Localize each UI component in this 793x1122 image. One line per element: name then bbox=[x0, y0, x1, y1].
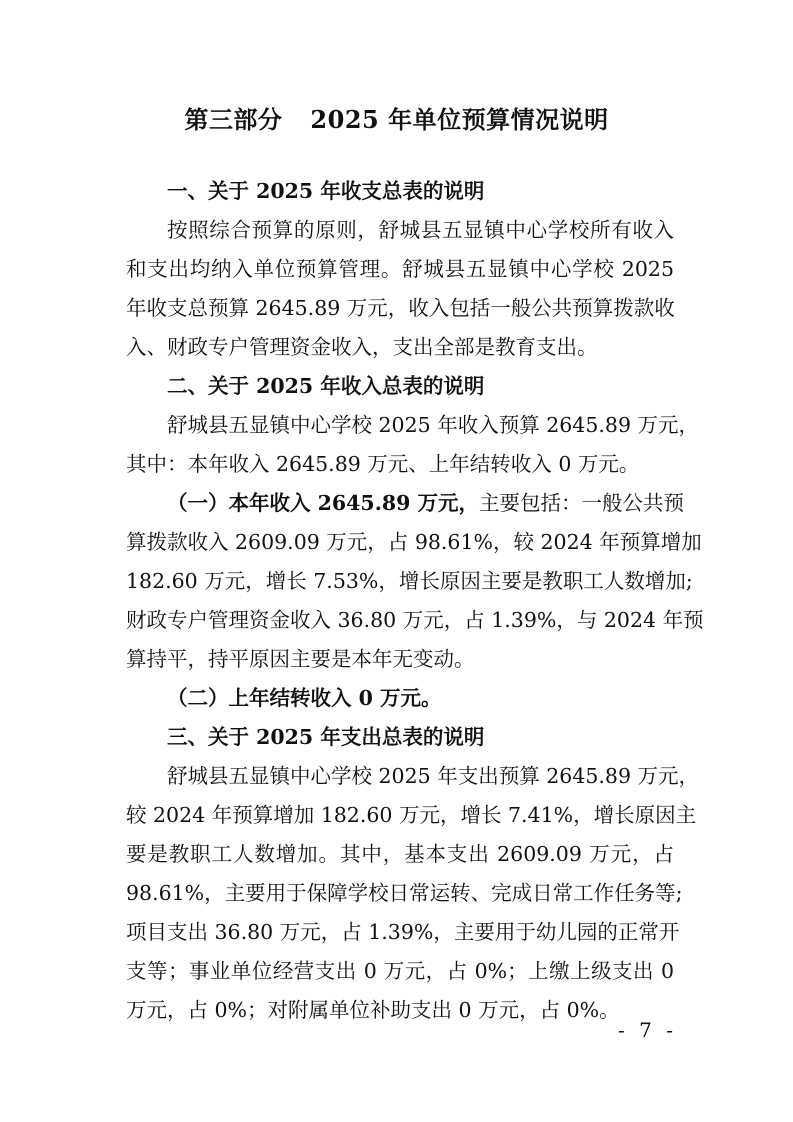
paragraph-line bbox=[126, 484, 684, 523]
paragraph-line: 要是教职工人数增加。其中，基本支出 2609.09 万元，占 bbox=[126, 842, 674, 866]
paragraph-line: 项目支出 36.80 万元，占 1.39%，主要用于幼儿园的正常开 bbox=[126, 920, 680, 944]
paragraph-line: 万元，占 0%；对附属单位补助支出 0 万元，占 0%。 bbox=[126, 998, 620, 1022]
section-1-heading: 一、关于 2025 年收支总表的说明 bbox=[167, 179, 485, 203]
section-2-paragraph bbox=[126, 406, 700, 484]
paragraph-line: 财政专户管理资金收入 36.80 万元，占 1.39%，与 2024 年预 bbox=[126, 608, 704, 632]
section-2-heading: 二、关于 2025 年收入总表的说明 bbox=[167, 374, 485, 398]
paragraph-line: 入、财政专户管理资金收入，支出全部是教育支出。 bbox=[126, 335, 598, 359]
page-title bbox=[0, 100, 793, 135]
paragraph-line: 舒城县五显镇中心学校 2025 年支出预算 2645.89 万元， bbox=[167, 764, 700, 788]
title-part: 第三部分 bbox=[184, 105, 283, 134]
paragraph-line: 其中：本年收入 2645.89 万元、上年结转收入 0 万元。 bbox=[126, 452, 640, 476]
subsection-1-heading: （一）本年收入 2645.89 万元， bbox=[167, 491, 479, 515]
subsection-1-lead: 主要包括：一般公共预 bbox=[479, 491, 684, 515]
paragraph-line: 算拨款收入 2609.09 万元，占 98.61%，较 2024 年预算增加 bbox=[126, 530, 702, 554]
paragraph-line: 182.60 万元，增长 7.53%，增长原因主要是教职工人数增加; bbox=[126, 569, 693, 593]
paragraph-line: 98.61%，主要用于保障学校日常运转、完成日常工作任务等; bbox=[126, 881, 683, 905]
paragraph-line: 较 2024 年预算增加 182.60 万元，增长 7.41%，增长原因主 bbox=[126, 803, 697, 827]
document-body bbox=[126, 172, 704, 1030]
paragraph-line: 按照综合预算的原则，舒城县五显镇中心学校所有收入 bbox=[167, 218, 674, 242]
subsection-2-heading: （二）上年结转收入 0 万元。 bbox=[167, 686, 442, 710]
paragraph-line: 支等；事业单位经营支出 0 万元，占 0%；上缴上级支出 0 bbox=[126, 959, 674, 983]
section-1-paragraph bbox=[126, 211, 674, 367]
page-number: - 7 - bbox=[618, 1018, 677, 1042]
title-text: 2025 年单位预算情况说明 bbox=[310, 105, 609, 134]
paragraph-line: 和支出均纳入单位预算管理。舒城县五显镇中心学校 2025 bbox=[126, 257, 674, 281]
section-3-heading: 三、关于 2025 年支出总表的说明 bbox=[167, 725, 485, 749]
section-3-paragraph bbox=[126, 757, 700, 1030]
paragraph-line: 年收支总预算 2645.89 万元，收入包括一般公共预算拨款收 bbox=[126, 296, 675, 320]
paragraph-line: 算持平，持平原因主要是本年无变动。 bbox=[126, 647, 475, 671]
subsection-1-paragraph bbox=[126, 484, 704, 679]
paragraph-line: 舒城县五显镇中心学校 2025 年收入预算 2645.89 万元， bbox=[167, 413, 700, 437]
